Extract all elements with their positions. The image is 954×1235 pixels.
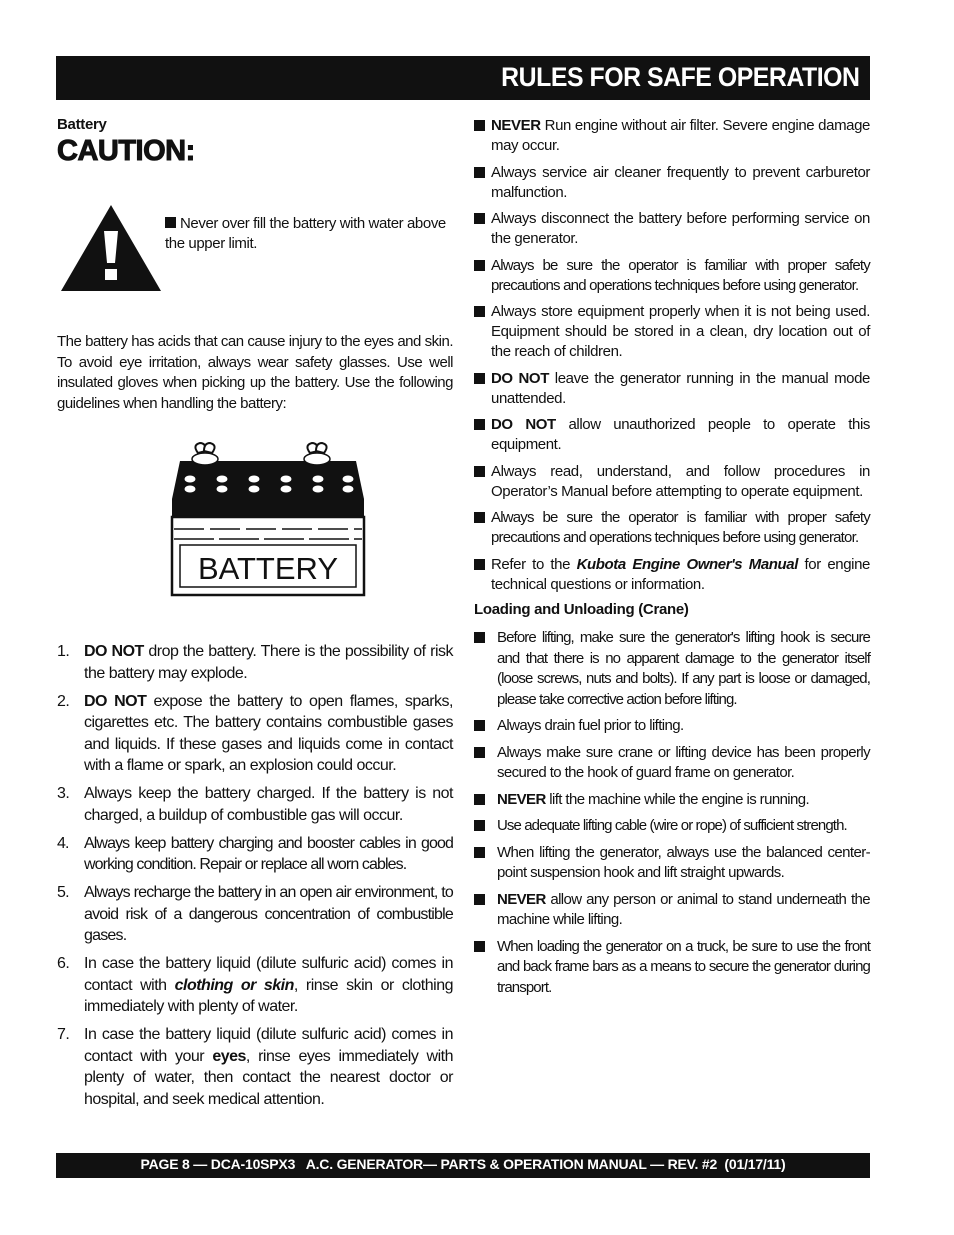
list-item: 2. DO NOT expose the battery to open flames, sparks, cigarettes etc. The battery contains combustible gases and liquids. If these gases and liquids come in contact with a flame or spark, an explosion could occur. [57, 692, 453, 774]
bullet-square-icon [474, 820, 485, 831]
list-item: 4. Always keep battery charging and booster cables in good working condition. Repair or replace all worn cables. [57, 834, 453, 873]
battery-label: BATTERY [197, 551, 339, 586]
header-bar [56, 56, 870, 100]
battery-intro-paragraph: The battery has acids that can cause injury to the eyes and skin. To avoid eye irritation, always wear safety glasses. Use well insulated gloves when picking up the battery. Use the following guidelines when handling the battery: [57, 333, 453, 412]
list-item: Use adequate lifting cable (wire or rope) of sufficient strength. [474, 816, 870, 837]
caution-heading: CAUTION: [57, 135, 195, 167]
list-item: When lifting the generator, always use the balanced center-point suspension hook and lift straight upwards. [474, 843, 870, 884]
bullet-square-icon [474, 373, 485, 384]
section-heading-battery: Battery [57, 116, 107, 133]
bullet-square-icon [474, 747, 485, 758]
list-item: Always drain fuel prior to lifting. [474, 716, 870, 737]
bullet-square-icon [474, 306, 485, 317]
bullet-square-icon [474, 419, 485, 430]
caution-block [57, 180, 453, 330]
list-item: 1. DO NOT drop the battery. There is the possibility of risk the battery may explode. [57, 643, 453, 682]
warning-triangle-icon [59, 203, 163, 293]
list-item: When loading the generator on a truck, be sure to use the front and back frame bars as a means to secure the generator during transport. [474, 937, 870, 999]
list-item: 5. Always recharge the battery in an open air environment, to avoid risk of a dangerous concentration of combustible gases. [57, 884, 453, 944]
bullet-square-icon [474, 794, 485, 805]
footer-text: PAGE 8 — DCA-10SPX3 A.C. GENERATOR— PARTS & OPERATION MANUAL — REV. #2 (01/17/11) [140, 1156, 786, 1172]
caution-bullet [165, 214, 455, 254]
list-item: Always be sure the operator is familiar with proper safety precautions and operations techniques before using generator. [474, 508, 870, 548]
bullet-square-icon [165, 217, 176, 228]
bullet-square-icon [474, 894, 485, 905]
list-item: Always read, understand, and follow procedures in Operator’s Manual before attempting to operate equipment. [474, 462, 870, 502]
list-item: NEVER Run engine without air filter. Severe engine damage may occur. [474, 116, 870, 156]
bullet-square-icon [474, 167, 485, 178]
bullet-square-icon [474, 120, 485, 131]
bullet-square-icon [474, 260, 485, 271]
footer-bar [56, 1153, 870, 1178]
bullet-square-icon [474, 466, 485, 477]
battery-guidelines-list [57, 641, 453, 1110]
list-item: DO NOT allow unauthorized people to operate this equipment. [474, 415, 870, 455]
battery-illustration [168, 439, 368, 599]
list-item: Before lifting, make sure the generator's lifting hook is secure and that there is no apparent damage to the generator itself (loose screws, nuts and bolts). If any part is loose or damaged, please take corrective action before lifting. [474, 628, 870, 710]
list-item: DO NOT leave the generator running in the manual mode unattended. [474, 369, 870, 409]
bullet-square-icon [474, 512, 485, 523]
list-item: Refer to the Kubota Engine Owner's Manual for engine technical questions or information. [474, 555, 870, 595]
list-item: Always be sure the operator is familiar with proper safety precautions and operations techniques before using generator. [474, 256, 870, 296]
bullet-square-icon [474, 559, 485, 570]
list-item: 6. In case the battery liquid (dilute sulfuric acid) comes in contact with clothing or skin, rinse skin or clothing immediately with plenty of water. [57, 955, 453, 1015]
list-item: Always disconnect the battery before performing service on the generator. [474, 209, 870, 249]
bullet-square-icon [474, 847, 485, 858]
bullet-square-icon [474, 632, 485, 643]
list-item: Always make sure crane or lifting device has been properly secured to the hook of guard frame on generator. [474, 743, 870, 784]
crane-section-heading: Loading and Unloading (Crane) [474, 601, 689, 618]
list-item: Always service air cleaner frequently to prevent carburetor malfunction. [474, 163, 870, 203]
bullet-square-icon [474, 213, 485, 224]
bullet-square-icon [474, 941, 485, 952]
page-title: RULES FOR SAFE OPERATION [501, 62, 860, 92]
list-item: NEVER allow any person or animal to stand underneath the machine while lifting. [474, 890, 870, 931]
list-item: NEVER lift the machine while the engine is running. [474, 790, 870, 811]
left-column [57, 116, 453, 1117]
battery-icon [168, 439, 368, 599]
list-item: 3. Always keep the battery charged. If the battery is not charged, a buildup of combustible gas will occur. [57, 785, 453, 824]
right-column [474, 116, 870, 1004]
bullet-square-icon [474, 720, 485, 731]
caution-bullet-text: Never over fill the battery with water above the upper limit. [165, 215, 446, 252]
list-item: 7. In case the battery liquid (dilute sulfuric acid) comes in contact with your eyes, rinse eyes immediately with plenty of water, then contact the nearest doctor or hospital, and seek medical attention. [57, 1026, 454, 1108]
list-item: Always store equipment properly when it is not being used. Equipment should be stored in a clean, dry location out of the reach of children. [474, 302, 870, 362]
